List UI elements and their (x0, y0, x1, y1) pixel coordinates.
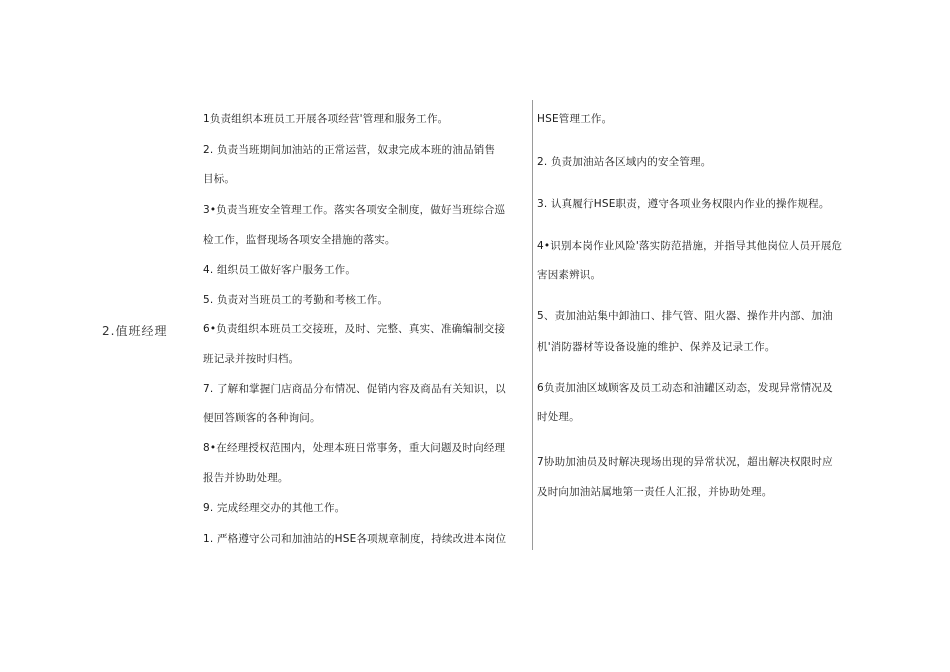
left-line-2: 2. 负责当班期间加油站的正常运营，奴隶完成本班的油品销售 (203, 144, 496, 156)
left-line-7: 5. 负责对当班员工的考勤和考核工作。 (203, 294, 389, 306)
role-label: 2.值班经理 (102, 324, 168, 338)
right-line-7: 机'消防器材等设备设施的维护、保养及记录工作。 (537, 341, 776, 353)
left-line-9: 班记录并按时归档。 (203, 353, 300, 365)
right-line-10: 7协助加油员及时解决现场出现的异常状况，超出解决权限时应 (537, 456, 833, 468)
right-line-8: 6负责加油区域顾客及员工动态和油罐区动态，发现异常情况及 (537, 382, 833, 394)
left-line-1: 1负责组织本班员工开展各项经营'管理和服务工作。 (203, 113, 449, 125)
right-line-2: 2. 负责加油站各区域内的安全管理。 (537, 156, 712, 168)
right-line-3: 3. 认真履行HSE职责，遵守各项业务权限内作业的操作规程。 (537, 198, 830, 210)
left-line-8: 6•负责组织本班员工交接班，及时、完整、真实、准确编制交接 (203, 323, 506, 335)
left-line-11: 便回答顾客的各种询问。 (203, 412, 321, 424)
left-line-13: 报告并协助处理。 (203, 472, 289, 484)
right-line-1: HSE管理工作。 (537, 113, 613, 125)
left-line-10: 7. 了解和掌握门店商品分布情况、促销内容及商品有关知识，以 (203, 383, 506, 395)
right-line-11: 及时向加油站属地第一责任人汇报，并协助处理。 (537, 486, 773, 498)
right-line-4: 4•识别本岗作业风险'落实防范措施，并指导其他岗位人员开展危 (537, 240, 843, 252)
left-line-12: 8•在经理授权范围内，处理本班日常事务，重大问题及时向经理 (203, 442, 506, 454)
right-line-6: 5、责加油站集中卸油口、排气管、阻火器、操作井内部、加油 (537, 310, 833, 322)
left-line-15: 1. 严格遵守公司和加油站的HSE各项规章制度，持续改进本岗位 (203, 533, 507, 545)
right-line-9: 时处理。 (537, 411, 580, 423)
left-line-3: 目标。 (203, 173, 236, 185)
column-divider (532, 100, 533, 550)
left-line-14: 9. 完成经理交办的其他工作。 (203, 502, 346, 514)
left-line-4: 3•负责当班安全管理工作。落实各项安全制度，做好当班综合巡 (203, 204, 506, 216)
right-line-5: 害因素辨识。 (537, 269, 602, 281)
left-line-5: 检工作，监督现场各项安全措施的落实。 (203, 234, 396, 246)
left-line-6: 4. 组织员工做好客户服务工作。 (203, 264, 357, 276)
